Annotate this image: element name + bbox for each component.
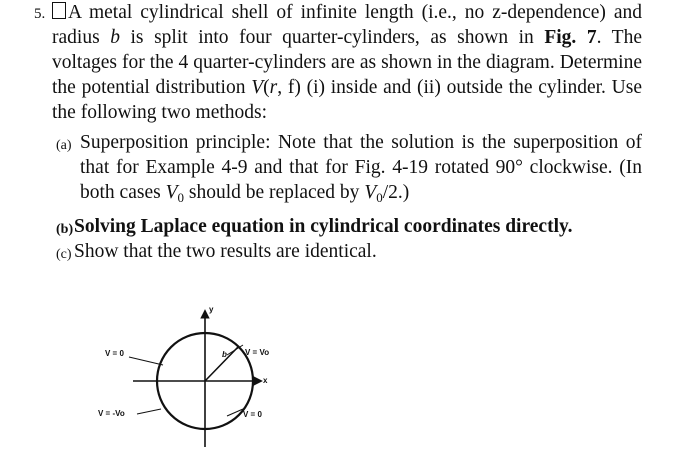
part-label: (a)	[56, 138, 72, 153]
parts-list	[52, 130, 642, 264]
leader-top-left	[129, 357, 163, 365]
stem-text: A metal cylindrical shell of infinite length (i.e., no z-dependence) and radius	[52, 2, 642, 48]
label-top-left: V = 0	[105, 349, 124, 358]
radius-label: b	[222, 350, 227, 359]
stem-r-symbol: r	[269, 77, 278, 98]
problem-number: 5.	[34, 6, 46, 22]
label-bottom-right: V = 0	[243, 410, 262, 419]
label-bottom-left: V = -Vo	[98, 409, 125, 418]
part-text: Superposition principle: Note that the solution is the superposition of that for Example 4-9 and that for Fig. 4-19 rotated 90° clockwise. (In both cases $V_0$ should be replaced by $V_0/2$.)	[80, 132, 642, 205]
label-top-right: V = Vo	[245, 348, 270, 357]
part-a	[52, 130, 642, 210]
stem-text: (	[263, 77, 270, 98]
figure-reference: Fig. 7	[544, 27, 597, 48]
stem-potential-symbol: V	[251, 77, 264, 98]
problem-stem	[52, 0, 642, 125]
part-label: (b)	[56, 222, 74, 237]
stem-text: is split into four quarter-cylinders, as shown in	[119, 27, 545, 48]
stem-text: . The voltages for the 4 quarter-cylinders are as shown in the diagram. Determine the potential distribution	[52, 27, 642, 98]
figure-7	[95, 305, 295, 455]
stem-text: , f) (i) inside and (ii) outside the cylinder. Use the following two methods:	[52, 77, 642, 123]
stem-radius-symbol: b	[110, 27, 120, 48]
part-text: Show that the two results are identical.	[74, 241, 377, 262]
y-axis-label: y	[209, 305, 214, 314]
x-axis-label: x	[263, 376, 268, 385]
part-b	[52, 214, 642, 239]
part-text: Solving Laplace equation in cylindrical coordinates directly.	[74, 216, 573, 237]
part-c	[52, 239, 642, 264]
checkbox-glyph-icon	[52, 2, 66, 19]
problem	[34, 0, 642, 264]
part-label: (c)	[56, 247, 72, 262]
leader-bottom-left	[137, 409, 161, 414]
